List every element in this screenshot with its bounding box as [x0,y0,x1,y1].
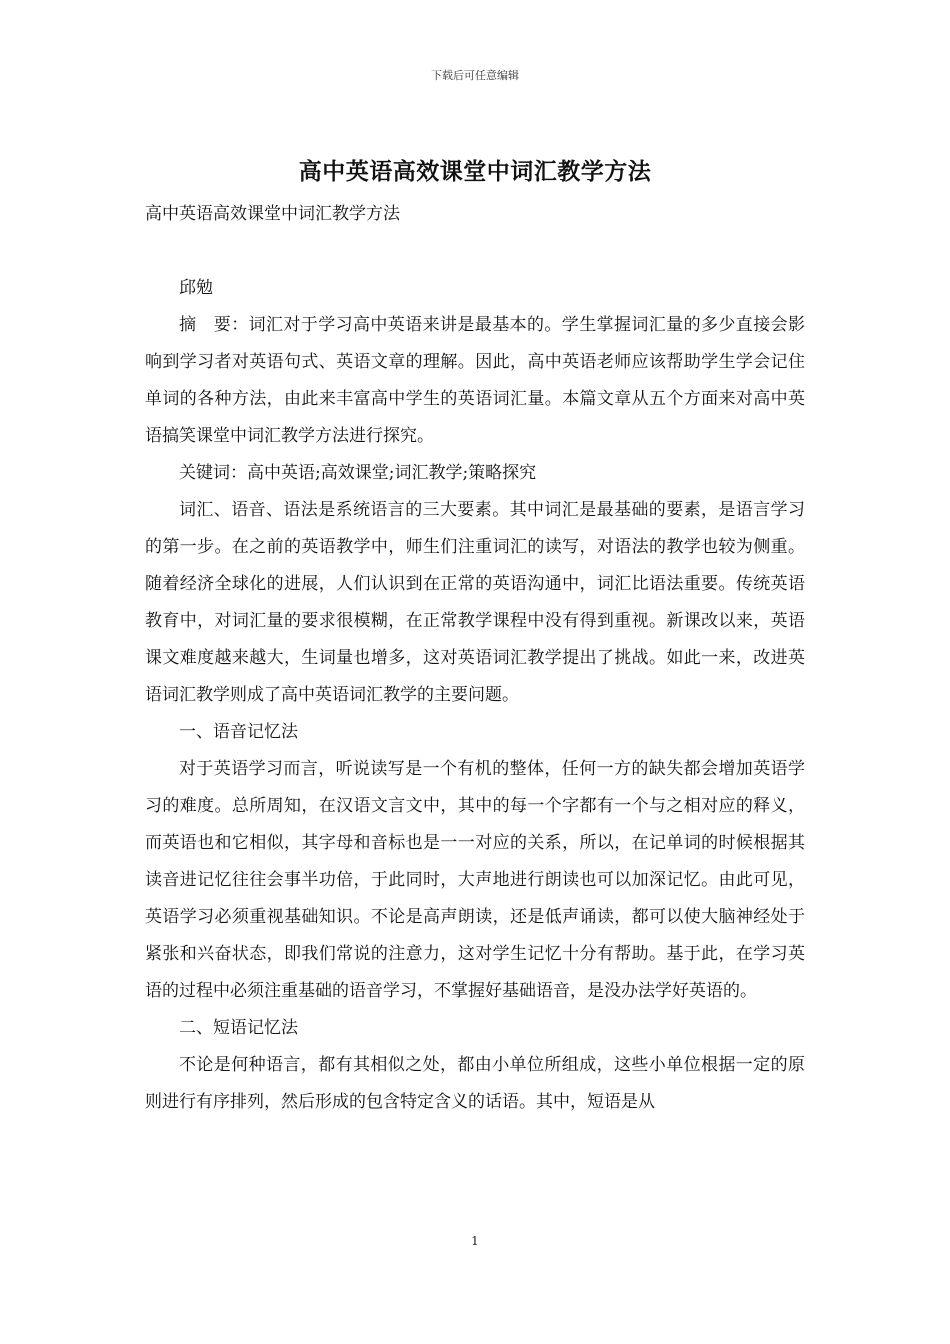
section-paragraph: 对于英语学习而言，听说读写是一个有机的整体，任何一方的缺失都会增加英语学习的难度。总所周知，在汉语文言文中，其中的每一个字都有一个与之相对应的释义，而英语也和它相似，其字母和音标也是一一对应的关系，所以，在记单词的时候根据其读音进记忆往往会事半功倍，于此同时，大声地进行朗读也可以加深记忆。由此可见，英语学习必须重视基础知识。不论是高声朗读，还是低声诵读，都可以使大脑神经处于紧张和兴奋状态，即我们常说的注意力，这对学生记忆十分有帮助。基于此，在学习英语的过程中必须注重基础的语音学习，不掌握好基础语音，是没办法学好英语的。 [145,759,805,1001]
document-body [145,270,805,1121]
intro-paragraph: 词汇、语音、语法是系统语言的三大要素。其中词汇是最基础的要素，是语言学习的第一步。在之前的英语教学中，师生们注重词汇的读写，对语法的教学也较为侧重。随着经济全球化的进展，人们认识到在正常的英语沟通中，词汇比语法重要。传统英语教育中，对词汇量的要求很模糊，在正常教学课程中没有得到重视。新课改以来，英语课文难度越来越大，生词量也增多，这对英语词汇教学提出了挑战。如此一来，改进英语词汇教学则成了高中英语词汇教学的主要问题。 [145,500,805,705]
document-title: 高中英语高效课堂中词汇教学方法 [298,158,652,185]
document-subtitle: 高中英语高效课堂中词汇教学方法 [145,204,400,224]
section-paragraph: 不论是何种语言，都有其相似之处，都由小单位所组成，这些小单位根据一定的原则进行有序排列，然后形成的包含特定含义的话语。其中，短语是从 [145,1055,805,1112]
section-heading: 一、语音记忆法 [179,722,298,742]
author-name: 邱勉 [179,278,213,298]
abstract-paragraph: 摘 要：词汇对于学习高中英语来讲是最基本的。学生掌握词汇量的多少直接会影响到学习者对英语句式、英语文章的理解。因此，高中英语老师应该帮助学生学会记住单词的各种方法，由此来丰富高中学生的英语词汇量。本篇文章从五个方面来对高中英语搞笑课堂中词汇教学方法进行探究。 [145,315,805,446]
section-heading: 二、短语记忆法 [179,1018,298,1038]
page-number: 1 [471,1234,479,1248]
page-header: 下载后可任意编辑 [431,69,519,82]
keywords-paragraph: 关键词：高中英语;高效课堂;词汇教学;策略探究 [179,463,537,483]
